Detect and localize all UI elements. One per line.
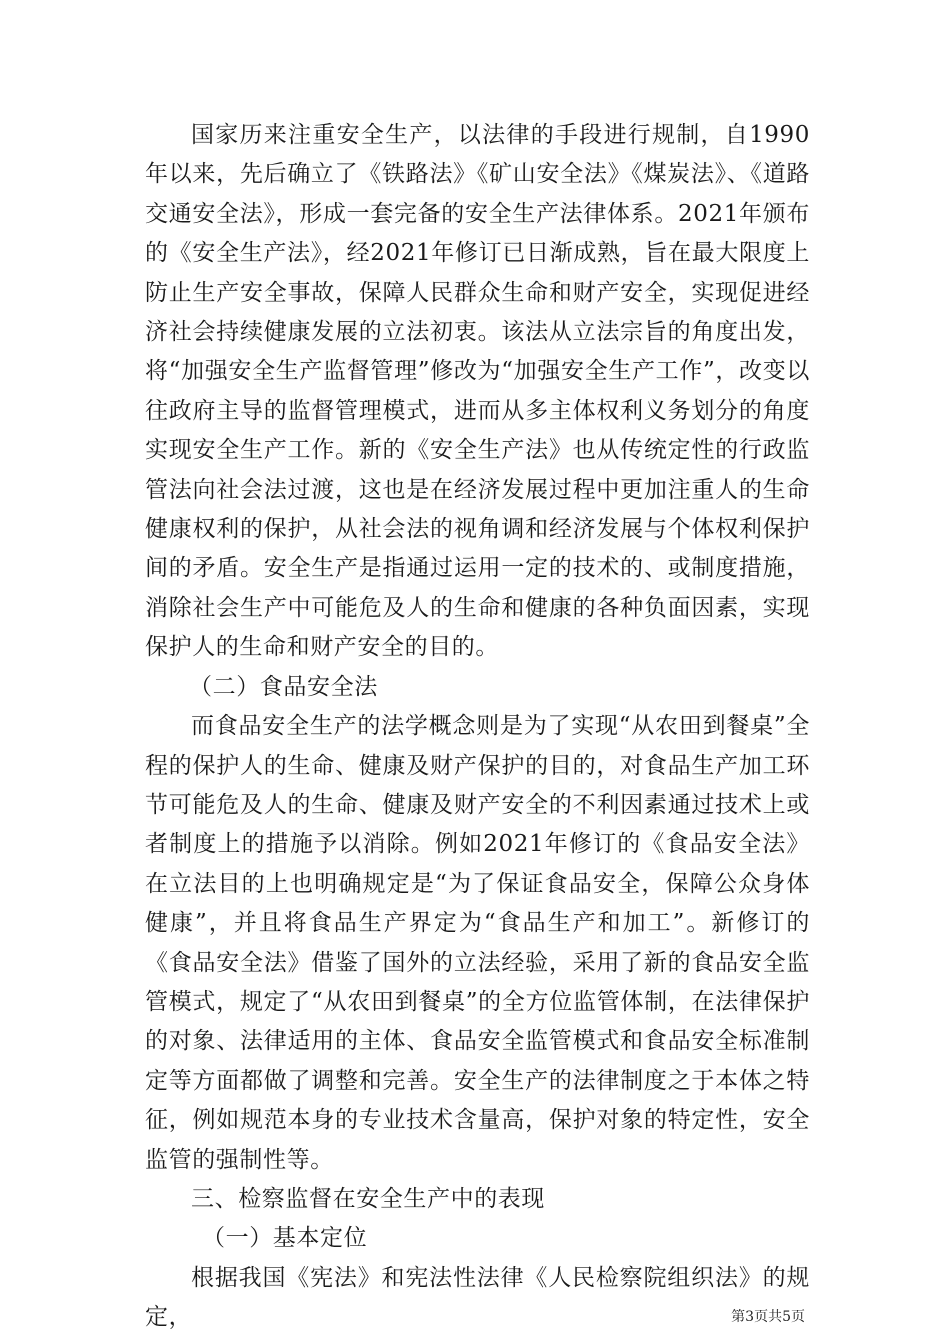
paragraph-safety-production-law: 国家历来注重安全生产，以法律的手段进行规制，自1990年以来，先后确立了《铁路法》《矿山安全法》《煤炭法》、《道路交通安全法》，形成一套完备的安全生产法律体系。2021年颁布的《安全生产法》，经2021年修订已日渐成熟，旨在最大限度上防止生产安全事故，保障人民群众生命和财产安全，实现促进经济社会持续健康发展的立法初衷。该法从立法宗旨的角度出发，将“加强安全生产监督管理”修改为“加强安全生产工作”，改变以往政府主导的监督管理模式，进而从多主体权利义务划分的角度实现安全生产工作。新的《安全生产法》也从传统定性的行政监管法向社会法过渡，这也是在经济发展过程中更加注重人的生命健康权利的保护，从社会法的视角调和经济发展与个体权利保护间的矛盾。安全生产是指通过运用一定的技术的、或制度措施，消除社会生产中可能危及人的生命和健康的各种负面因素，实现保护人的生命和财产安全的目的。 (145, 122, 810, 661)
heading-section-three: 三、检察监督在安全生产中的表现 (191, 1185, 545, 1212)
document-body (145, 116, 810, 1338)
heading-basic-position: （一）基本定位 (202, 1225, 368, 1252)
page-number-footer: 第3页共5页 (731, 1309, 805, 1325)
heading-food-safety-law: （二）食品安全法 (189, 673, 378, 700)
paragraph-food-safety: 而食品安全生产的法学概念则是为了实现“从农田到餐桌”全程的保护人的生命、健康及财产保护的目的，对食品生产加工环节可能危及人的生命、健康及财产安全的不利因素通过技术上或者制度上的措施予以消除。例如2021年修订的《食品安全法》在立法目的上也明确规定是“为了保证食品安全，保障公众身体健康”，并且将食品生产界定为“食品生产和加工”。新修订的《食品安全法》借鉴了国外的立法经验，采用了新的食品安全监管模式，规定了“从农田到餐桌”的全方位监管体制，在法律保护的对象、法律适用的主体、食品安全监管模式和食品安全标准制定等方面都做了调整和完善。安全生产的法律制度之于本体之特征，例如规范本身的专业技术含量高，保护对象的特定性，安全监管的强制性等。 (145, 713, 810, 1173)
paragraph-constitution: 根据我国《宪法》和宪法性法律《人民检察院组织法》的规定， (145, 1264, 810, 1331)
